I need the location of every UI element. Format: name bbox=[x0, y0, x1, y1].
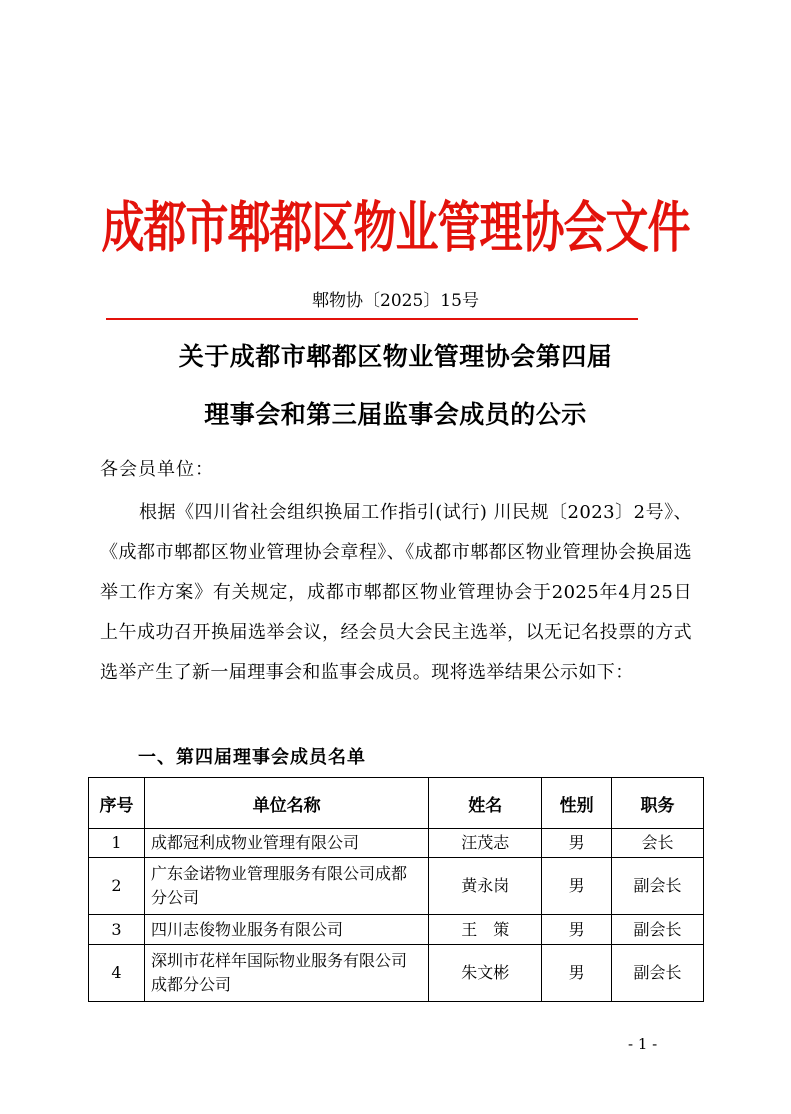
cell-name: 王 策 bbox=[429, 915, 542, 945]
section-heading-council: 一、第四届理事会成员名单 bbox=[138, 747, 366, 768]
table-row bbox=[89, 915, 704, 945]
column-header-number: 序号 bbox=[89, 778, 145, 829]
cell-gender: 男 bbox=[542, 945, 612, 1002]
cell-role: 会长 bbox=[612, 829, 704, 858]
notice-body-paragraph: 根据《四川省社会组织换届工作指引(试行) 川民规〔2023〕2号》、《成都市郫都区物业管理协会章程》、《成都市郫都区物业管理协会换届选举工作方案》有关规定，成都市郫都区物业管理协会于2025年4月25日上午成功召开换届选举会议，经会员大会民主选举，以无记名投票的方式选举产生了新一届理事会和监事会成员。现将选举结果公示如下： bbox=[100, 502, 692, 683]
notice-title-line2: 理事会和第三届监事会成员的公示 bbox=[204, 400, 587, 429]
notice-title-line1: 关于成都市郫都区物业管理协会第四届 bbox=[178, 342, 613, 371]
council-members-table bbox=[88, 777, 704, 1002]
cell-gender: 男 bbox=[542, 915, 612, 945]
salutation: 各会员单位： bbox=[100, 459, 214, 480]
cell-number: 3 bbox=[89, 915, 145, 945]
cell-unit: 四川志俊物业服务有限公司 bbox=[144, 915, 428, 945]
cell-gender: 男 bbox=[542, 829, 612, 858]
cell-name: 汪茂志 bbox=[429, 829, 542, 858]
document-number: 郫物协〔2025〕15号 bbox=[312, 291, 479, 311]
table-row bbox=[89, 945, 704, 1002]
cell-unit: 成都冠利成物业管理有限公司 bbox=[144, 829, 428, 858]
column-header-unit: 单位名称 bbox=[144, 778, 428, 829]
page-number: - 1 - bbox=[628, 1035, 658, 1053]
cell-number: 2 bbox=[89, 858, 145, 915]
cell-name: 朱文彬 bbox=[429, 945, 542, 1002]
red-divider-line bbox=[106, 318, 638, 320]
cell-gender: 男 bbox=[542, 858, 612, 915]
column-header-role: 职务 bbox=[612, 778, 704, 829]
table-header-row bbox=[89, 778, 704, 829]
table-row bbox=[89, 858, 704, 915]
column-header-gender: 性别 bbox=[542, 778, 612, 829]
org-header-title: 成都市郫都区物业管理协会文件 bbox=[101, 196, 690, 261]
cell-number: 4 bbox=[89, 945, 145, 1002]
cell-role: 副会长 bbox=[612, 858, 704, 915]
cell-name: 黄永岗 bbox=[429, 858, 542, 915]
cell-unit: 深圳市花样年国际物业服务有限公司成都分公司 bbox=[144, 945, 428, 1002]
table-row bbox=[89, 829, 704, 858]
cell-role: 副会长 bbox=[612, 915, 704, 945]
cell-number: 1 bbox=[89, 829, 145, 858]
cell-role: 副会长 bbox=[612, 945, 704, 1002]
column-header-name: 姓名 bbox=[429, 778, 542, 829]
cell-unit: 广东金诺物业管理服务有限公司成都分公司 bbox=[144, 858, 428, 915]
